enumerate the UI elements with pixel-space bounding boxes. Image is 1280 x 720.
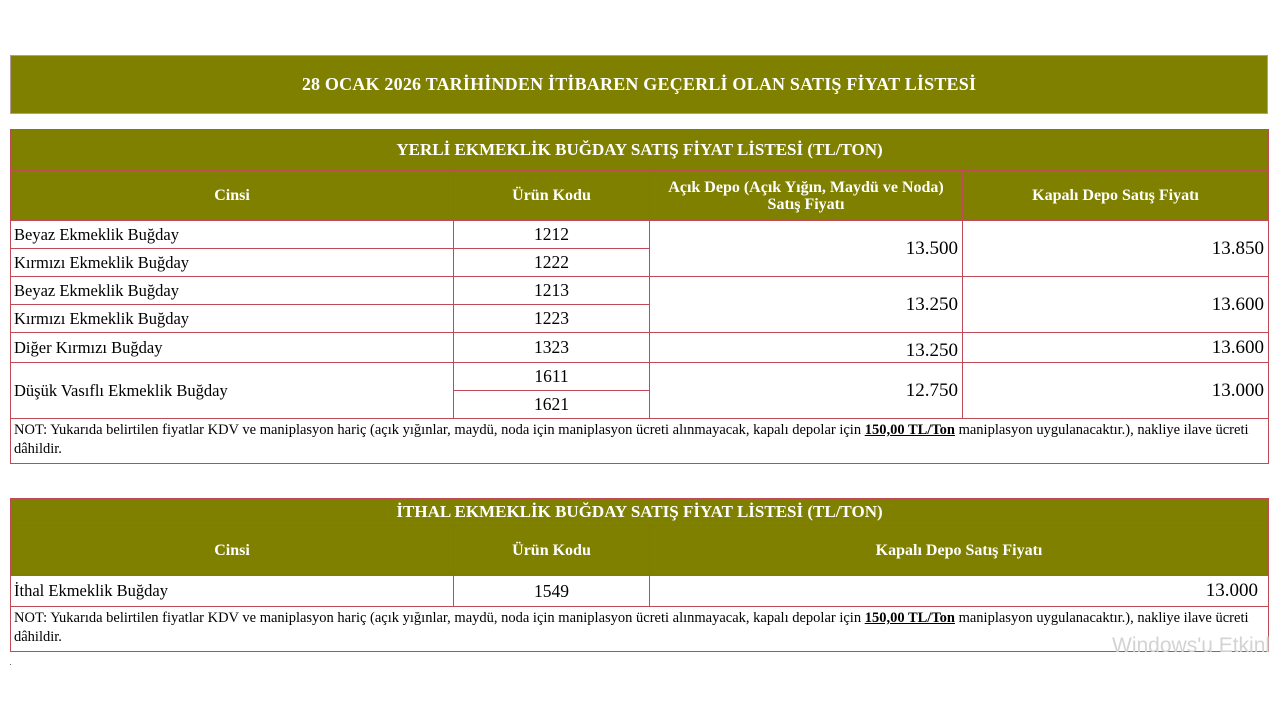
header-code: Ürün Kodu [454,171,650,221]
domestic-price-table [10,129,1269,464]
header-open-depot-price [650,171,963,221]
header-closed-depot-price: Kapalı Depo Satış Fiyatı [963,171,1269,221]
note-text-end: maniplasyon uygulanacaktır.), nakliye ilave ücreti dâhildir. [14,422,1249,457]
table-note [11,419,1269,464]
domestic-table-title: YERLİ EKMEKLİK BUĞDAY SATIŞ FİYAT LİSTESİ (TL/TON) [11,130,1269,171]
open-depot-price: 13.250 [650,333,963,363]
table-row [11,221,1269,249]
product-code: 1212 [454,221,650,249]
product-name: Kırmızı Ekmeklik Buğday [11,249,454,277]
header-open-line1: Açık Depo (Açık Yığın, Maydü ve Noda) [668,178,944,196]
note-text-start: NOT: Yukarıda belirtilen fiyatlar KDV ve maniplasyon hariç (açık yığınlar, maydü, noda için maniplasyon ücreti alınmayacak, kapalı depolar için [14,422,865,438]
closed-depot-price: 13.000 [650,576,1269,607]
product-name: Beyaz Ekmeklik Buğday [11,221,454,249]
product-code: 1621 [454,391,650,419]
header-code: Ürün Kodu [454,526,650,576]
closed-depot-price: 13.600 [963,333,1269,363]
product-code: 1223 [454,305,650,333]
header-type: Cinsi [11,171,454,221]
table-row [11,576,1269,607]
product-code: 1213 [454,277,650,305]
product-code: 1222 [454,249,650,277]
table-row [11,363,1269,391]
stray-dot [10,664,11,665]
note-fee: 150,00 TL/Ton [864,610,955,626]
closed-depot-price: 13.600 [963,277,1269,333]
header-type: Cinsi [11,526,454,576]
table-note [11,607,1269,652]
product-name: Diğer Kırmızı Buğday [11,333,454,363]
table-row [11,277,1269,305]
header-closed-depot-price: Kapalı Depo Satış Fiyatı [650,526,1269,576]
product-name: Beyaz Ekmeklik Buğday [11,277,454,305]
imported-price-table [10,498,1269,652]
note-fee: 150,00 TL/Ton [864,422,955,438]
header-open-line2: Satış Fiyatı [767,195,845,213]
open-depot-price: 13.500 [650,221,963,277]
closed-depot-price: 13.000 [963,363,1269,419]
open-depot-price: 12.750 [650,363,963,419]
product-code: 1323 [454,333,650,363]
product-name: Kırmızı Ekmeklik Buğday [11,305,454,333]
imported-table-title: İTHAL EKMEKLİK BUĞDAY SATIŞ FİYAT LİSTESİ (TL/TON) [11,499,1269,526]
activation-watermark: Windows'u Etkinl [1112,634,1271,657]
product-code: 1611 [454,363,650,391]
product-code: 1549 [454,576,650,607]
note-text-start: NOT: Yukarıda belirtilen fiyatlar KDV ve maniplasyon hariç (açık yığınlar, maydü, noda için maniplasyon ücreti alınmayacak, kapalı depolar için [14,610,865,626]
open-depot-price: 13.250 [650,277,963,333]
product-name: Düşük Vasıflı Ekmeklik Buğday [11,363,454,419]
closed-depot-price: 13.850 [963,221,1269,277]
note-text-end: maniplasyon uygulanacaktır.), nakliye ilave ücreti dâhildir. [14,610,1249,645]
table-row [11,333,1269,363]
product-name: İthal Ekmeklik Buğday [11,576,454,607]
page-title: 28 OCAK 2026 TARİHİNDEN İTİBAREN GEÇERLİ OLAN SATIŞ FİYAT LİSTESİ [10,55,1268,114]
